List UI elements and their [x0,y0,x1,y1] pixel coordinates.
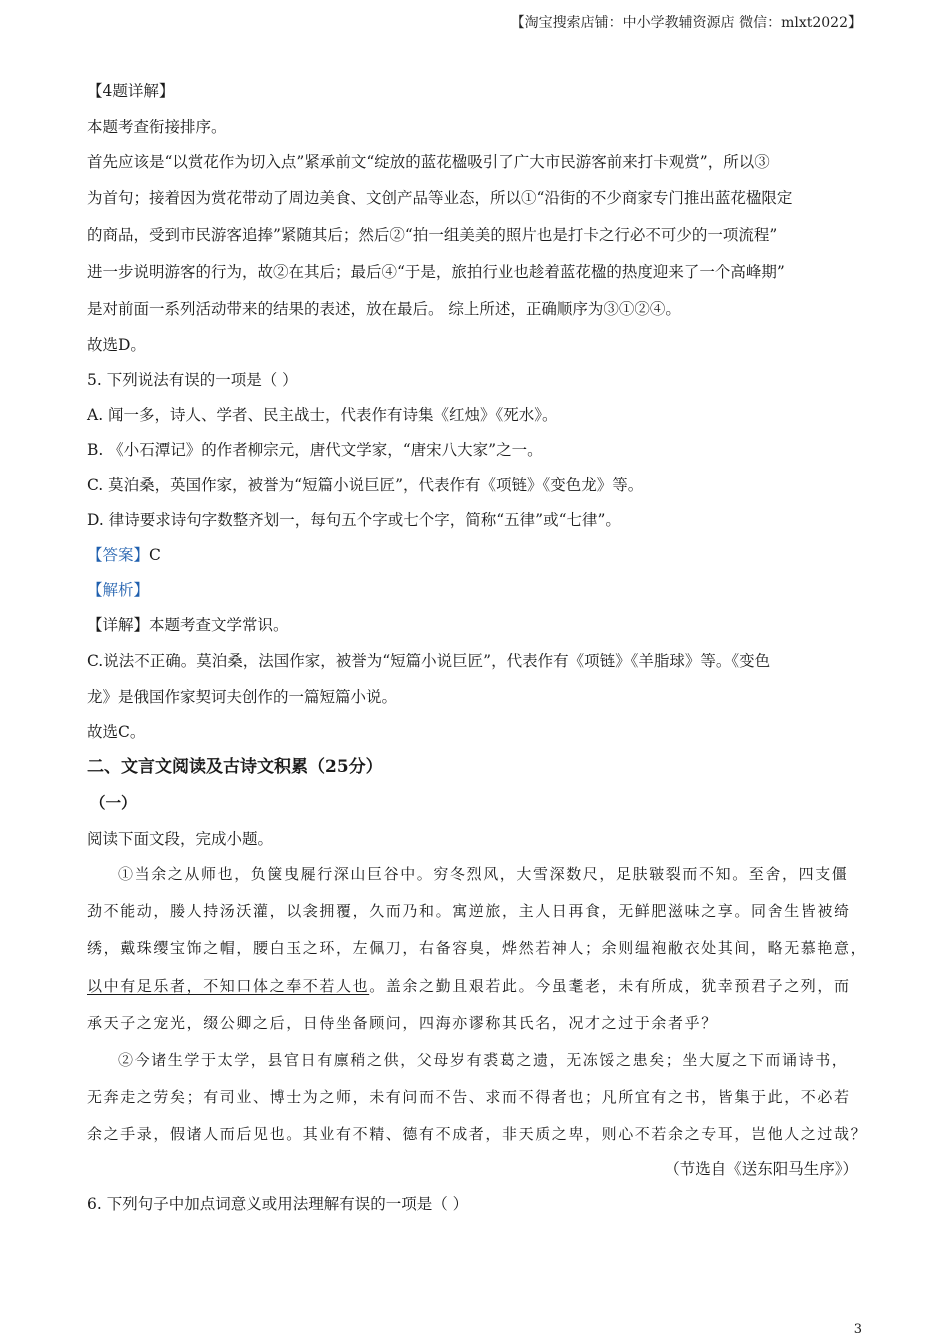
q5-detail [87,614,289,636]
detail-label: 【详解】 [87,616,150,634]
page-number: 3 [853,1322,862,1337]
section-title: 二、文言文阅读及古诗文积累（25分） [87,757,383,777]
q6-question: 6. 下列句子中加点词意义或用法理解有误的一项是（ ） [87,1195,469,1213]
passage-source: （节选自《送东阳马生序》） [664,1160,858,1178]
passage-line: ②今诸生学于太学，县官日有廪稍之供，父母岁有裘葛之遗，无冻馁之患矣；坐大厦之下而诵诗书， [118,1051,849,1069]
q5-option-d: D. 律诗要求诗句字数整齐划一，每句五个字或七个字，简称“五律”或“七律”。 [87,511,621,529]
detail-text: 本题考查文学常识。 [149,616,289,634]
passage-line: 承天子之宠光，缀公卿之后，日侍坐备顾问，四海亦谬称其氏名，况才之过于余者乎？ [87,1014,718,1032]
q5-conclusion: 故选C。 [87,723,146,741]
q4-line: 为首句；接着因为赏花带动了周边美食、文创产品等业态，所以①“沿街的不少商家专门推出蓝花楹限定 [87,189,793,207]
answer-label: 【答案】 [87,546,150,564]
q5-option-b: B. 《小石潭记》的作者柳宗元，唐代文学家，“唐宋八大家”之一。 [87,441,543,459]
passage-line [87,975,851,997]
q5-explain-line: 龙》是俄国作家契诃夫创作的一篇短篇小说。 [87,688,398,706]
q5-option-a: A. 闻一多，诗人、学者、民主战士，代表作有诗集《红烛》《死水》。 [87,406,558,424]
section-subtitle: （一） [90,793,137,812]
passage-line: 劲不能动，媵人持汤沃灌，以衾拥覆，久而乃和。寓逆旅，主人日再食，无鲜肥滋味之享。同舍生皆被绮 [87,902,851,920]
q4-line: 首先应该是“以赏花作为切入点”紧承前文“绽放的蓝花楹吸引了广大市民游客前来打卡观赏”，所以③ [87,153,770,171]
passage-line-rest: 。盖余之勤且艰若此。今虽耄老，未有所成，犹幸预君子之列，而 [369,977,851,995]
q4-line: 是对前面一系列活动带来的结果的表述，放在最后。 综上所述，正确顺序为③①②④。 [87,300,681,318]
page-header-watermark: 【淘宝搜索店铺：中小学教辅资源店 微信：mlxt2022】 [510,15,862,31]
q4-line: 进一步说明游客的行为，故②在其后；最后④“于是，旅拍行业也趁着蓝花楹的热度迎来了一个高峰期” [87,263,785,281]
section-intro: 阅读下面文段，完成小题。 [87,830,274,848]
passage-line: 无奔走之劳矣；有司业、博士为之师，未有问而不告、求而不得者也；凡所宜有之书，皆集于此，不必若 [87,1088,851,1106]
answer-value: C [149,546,161,564]
q4-title: 【4题详解】 [87,82,175,100]
q5-option-c: C. 莫泊桑，英国作家，被誉为“短篇小说巨匠”，代表作有《项链》《变色龙》等。 [87,476,644,494]
q5-question: 5. 下列说法有误的一项是（ ） [87,371,298,389]
passage-line: 绣，戴珠缨宝饰之帽，腰白玉之环，左佩刀，右备容臭，烨然若神人；余则缊袍敝衣处其间，略无慕艳意， [87,939,868,957]
q4-line: 本题考查衔接排序。 [87,118,227,136]
q5-answer [87,544,161,566]
underlined-sentence: 以中有足乐者，不知口体之奉不若人也 [87,977,370,995]
passage-line: 余之手录，假诸人而后见也。其业有不精、德有不成者，非天质之卑，则心不若余之专耳，岂他人之过哉？ [87,1125,868,1143]
passage-line: ①当余之从师也，负箧曳屣行深山巨谷中。穷冬烈风，大雪深数尺，足肤皲裂而不知。至舍，四支僵 [118,865,849,883]
q4-line: 的商品，受到市民游客追捧”紧随其后；然后②“拍一组美美的照片也是打卡之行必不可少的一项流程” [87,226,778,244]
q5-analysis-label: 【解析】 [87,581,150,599]
q4-conclusion: 故选D。 [87,336,146,354]
q5-explain-line: C.说法不正确。莫泊桑，法国作家，被誉为“短篇小说巨匠”，代表作有《项链》《羊脂球》等。《变色 [87,652,771,670]
